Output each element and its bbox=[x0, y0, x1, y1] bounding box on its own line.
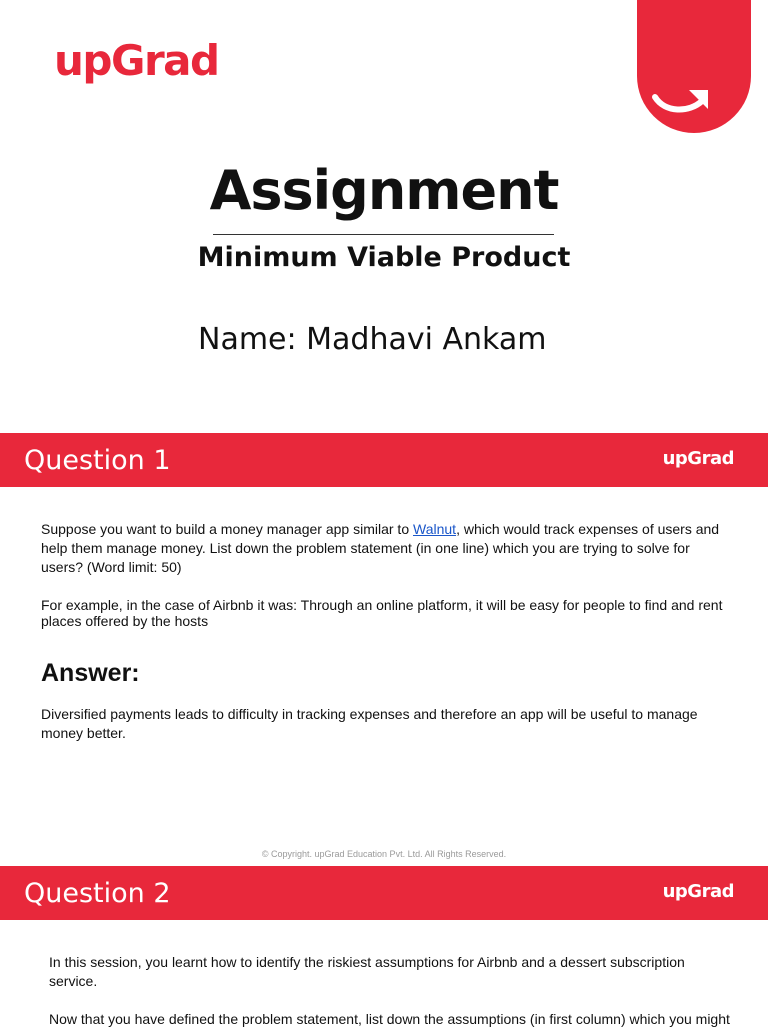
arrow-icon bbox=[637, 0, 751, 133]
page-title: Assignment bbox=[209, 159, 559, 222]
banner-logo: upGrad bbox=[662, 448, 734, 469]
prompt-text-end: , which would track expenses of users and help them manage money. List down the problem statement (in one line) which you are trying to solve for users? (Word limit: 50) bbox=[41, 521, 720, 575]
prompt-text-start: Suppose you want to build a money manager app similar to bbox=[41, 521, 413, 537]
bookmark-badge bbox=[637, 0, 751, 133]
question-2-continuation: Now that you have defined the problem statement, list down the assumptions (in first column) which you might bbox=[49, 1011, 730, 1027]
answer-text: Diversified payments leads to difficulty in tracking expenses and therefore an app will be useful to manage money better. bbox=[41, 706, 698, 741]
page-subtitle: Minimum Viable Product bbox=[197, 242, 571, 273]
question-2-intro: In this session, you learnt how to identify the riskiest assumptions for Airbnb and a dessert subscription service. bbox=[49, 954, 685, 989]
student-name: Name: Madhavi Ankam bbox=[198, 322, 547, 357]
answer-heading: Answer: bbox=[41, 659, 140, 687]
question-2-title: Question 2 bbox=[24, 878, 171, 909]
walnut-link[interactable]: Walnut bbox=[413, 521, 457, 537]
upgrad-logo: upGrad bbox=[54, 36, 219, 85]
title-divider bbox=[213, 234, 554, 235]
question-1-prompt bbox=[41, 520, 731, 577]
question-1-title: Question 1 bbox=[24, 445, 171, 476]
question-2-banner bbox=[0, 866, 768, 920]
question-1-example: For example, in the case of Airbnb it was: Through an online platform, it will be easy for people to find and rent places offered by the hosts bbox=[41, 597, 723, 629]
banner-logo: upGrad bbox=[662, 881, 734, 902]
question-1-banner bbox=[0, 433, 768, 487]
copyright-footer: © Copyright. upGrad Education Pvt. Ltd. All Rights Reserved. bbox=[261, 849, 507, 859]
